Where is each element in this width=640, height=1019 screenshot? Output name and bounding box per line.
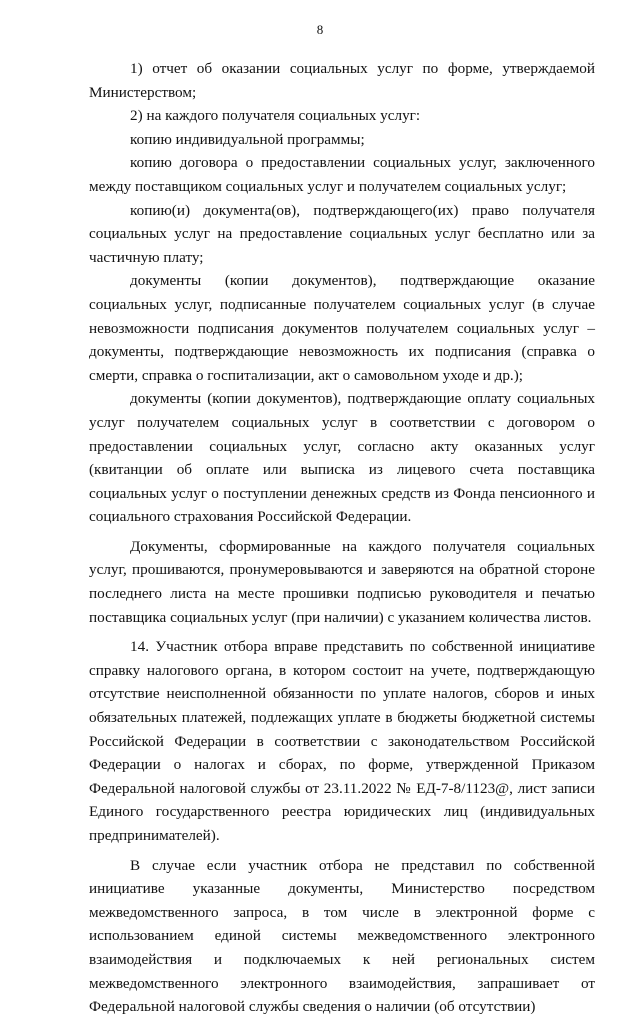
document-body xyxy=(89,57,595,1019)
page-number: 8 xyxy=(316,22,324,37)
paragraph-right-document: копию(и) документа(ов), подтверждающего(их) право получателя социальных услуг на предоставление социальных услуг бесплатно или за частичную плату; xyxy=(89,201,595,266)
paragraph-report: 1) отчет об оказании социальных услуг по форме, утверждаемой Министерством; xyxy=(89,60,595,101)
paragraph-contract-copy: копию договора о предоставлении социальных услуг, заключенного между поставщиком социальных услуг и получателем социальных услуг; xyxy=(89,154,595,195)
paragraph-payment-confirmation: документы (копии документов), подтверждающие оплату социальных услуг получателем социальных услуг в соответствии с договором о предоставлении социальных услуг, согласно акту оказанных услуг (квитанции об оплате или выписка из лицевого счета поставщика социальных услуг о поступлении денежных средств из Фонда пенсионного и социального страхования Российской Федерации. xyxy=(89,390,595,526)
paragraph-binding: Документы, сформированные на каждого получателя социальных услуг, прошиваются, пронумеровываются и заверяются на обратной стороне последнего листа на месте прошивки подписью руководителя и печатью поставщика социальных услуг (при наличии) с указанием количества листов. xyxy=(89,537,595,626)
paragraph-per-recipient: 2) на каждого получателя социальных услуг: xyxy=(130,107,421,125)
paragraph-14-tax-certificate: 14. Участник отбора вправе представить по собственной инициативе справку налогового органа, в котором состоит на учете, подтверждающую отсутствие неисполненной обязанности по уплате налогов, сборов и иных обязательных платежей, подлежащих уплате в бюджеты бюджетной системы Российской Федерации в соответствии с законодательством Российской Федерации о налогах и сборах, по форме, утвержденной Приказом Федеральной налоговой службы от 23.11.2022 № ЕД-7-8/1123@, лист записи Единого государственного реестра юридических лиц (индивидуальных предпринимателей). xyxy=(89,638,595,844)
paragraph-service-confirmation: документы (копии документов), подтверждающие оказание социальных услуг, подписанные получателем социальных услуг (в случае невозможности подписания документов получателем социальных услуг – документы, подтверждающие невозможность их подписания (справка о смерти, справка о госпитализации, акт о самовольном уходе и др.); xyxy=(89,272,595,384)
paragraph-program-copy: копию индивидуальной программы; xyxy=(130,130,365,148)
paragraph-interagency-request: В случае если участник отбора не представил по собственной инициативе указанные документы, Министерство посредством межведомственного запроса, в том числе в электронной форме с использованием единой системы межведомственного электронного взаимодействия и подключаемых к ней региональных систем межведомственного электронного взаимодействия, запрашивает от Федеральной налоговой службы сведения о наличии (об отсутствии) xyxy=(89,856,595,1016)
